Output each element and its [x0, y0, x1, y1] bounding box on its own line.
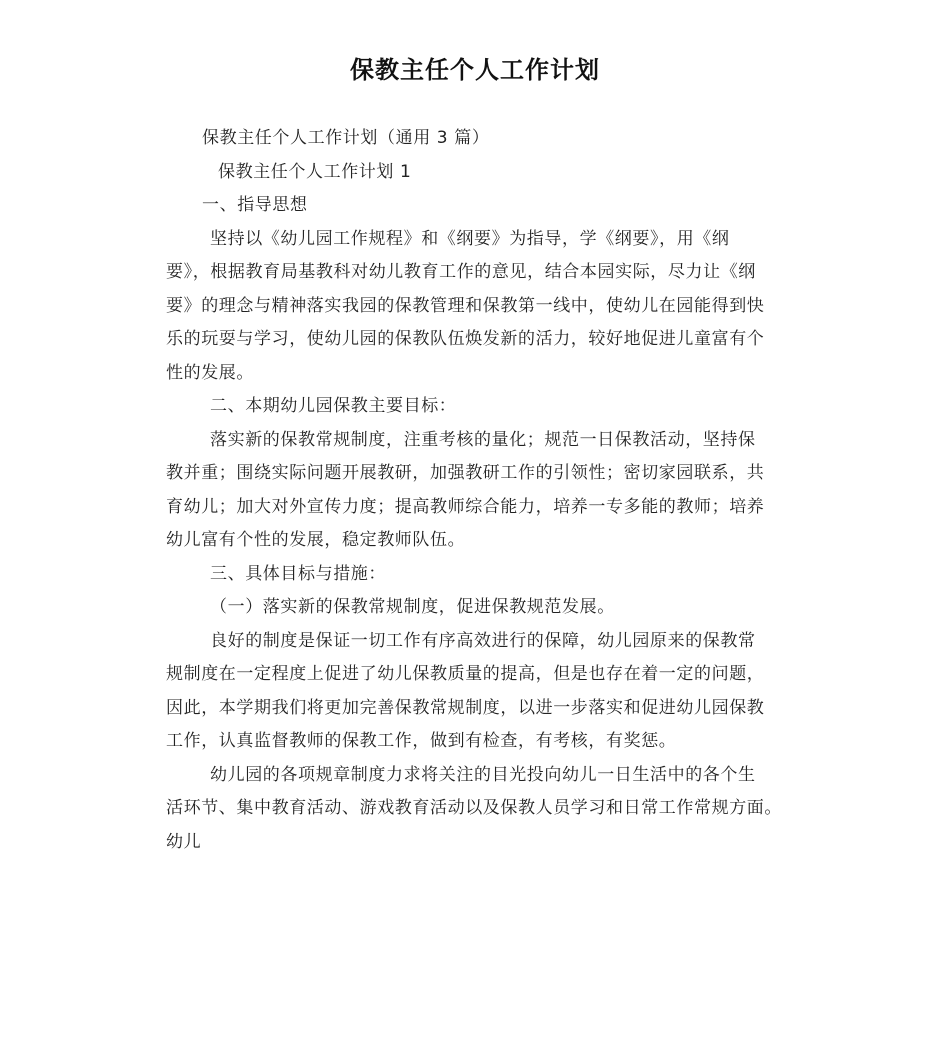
section-heading: 三、具体目标与措施：: [210, 563, 386, 584]
document-title: 保教主任个人工作计划: [350, 56, 600, 84]
subsection-heading: （一）落实新的保教常规制度，促进保教规范发展。: [210, 597, 615, 617]
section-heading: 保教主任个人工作计划 1: [218, 161, 412, 182]
paragraph-line: 幼儿: [166, 831, 202, 852]
paragraph-line: 坚持以《幼儿园工作规程》和《纲要》为指导，学《纲要》，用《纲: [210, 228, 730, 249]
paragraph-line: 活环节、集中教育活动、游戏教育活动以及保教人员学习和日常工作常规方面。: [166, 798, 782, 818]
paragraph-line: 幼儿园的各项规章制度力求将关注的目光投向幼儿一日生活中的各个生: [210, 764, 756, 785]
paragraph-line: 工作，认真监督教师的保教工作，做到有检查，有考核，有奖惩。: [166, 731, 677, 751]
paragraph-line: 教并重；围绕实际问题开展教研，加强教研工作的引领性；密切家园联系，共: [166, 463, 765, 483]
paragraph-line: 育幼儿；加大对外宣传力度；提高教师综合能力，培养一专多能的教师；培养: [166, 496, 765, 517]
section-heading: 二、本期幼儿园保教主要目标：: [210, 396, 457, 416]
paragraph-line: 因此，本学期我们将更加完善保教常规制度，以进一步落实和促进幼儿园保教: [166, 697, 765, 718]
paragraph-line: 要》的理念与精神落实我园的保教管理和保教第一线中，使幼儿在园能得到快: [166, 295, 765, 316]
paragraph-line: 乐的玩耍与学习，使幼儿园的保教队伍焕发新的活力，较好地促进儿童富有个: [166, 329, 765, 349]
section-heading: 一、指导思想: [202, 195, 308, 215]
paragraph-line: 规制度在一定程度上促进了幼儿保教质量的提高，但是也存在着一定的问题，: [166, 664, 765, 684]
paragraph-line: 幼儿富有个性的发展，稳定教师队伍。: [166, 530, 466, 550]
paragraph-line: 落实新的保教常规制度，注重考核的量化；规范一日保教活动，坚持保: [210, 429, 756, 450]
paragraph-line: 性的发展。: [166, 362, 254, 383]
paragraph-line: 良好的制度是保证一切工作有序高效进行的保障，幼儿园原来的保教常: [210, 630, 756, 651]
document-body: [166, 122, 806, 859]
subtitle-line: 保教主任个人工作计划（通用 3 篇）: [202, 128, 490, 148]
paragraph-line: 要》，根据教育局基教科对幼儿教育工作的意见，结合本园实际，尽力让《纲: [166, 262, 756, 282]
